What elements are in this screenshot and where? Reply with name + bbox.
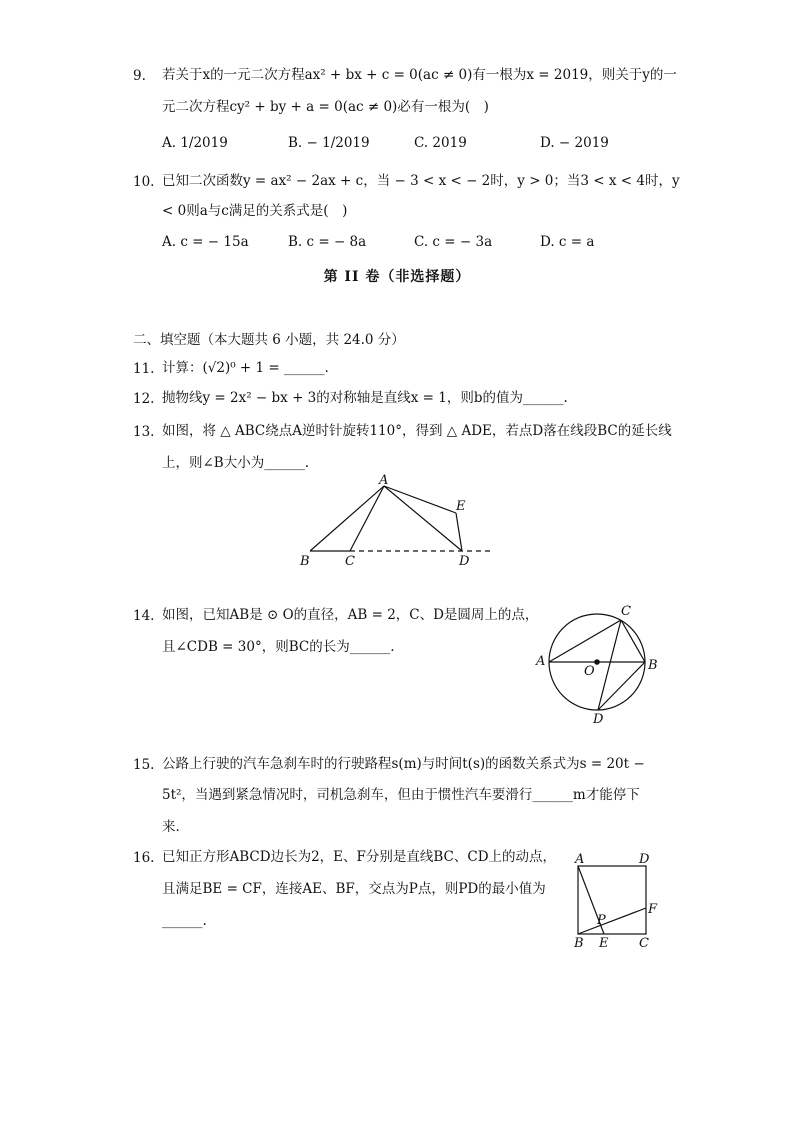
- question-number: 9.: [133, 68, 146, 84]
- question-text-line: 如图，已知AB是 ⊙ O的直径，AB = 2，C、D是圆周上的点，: [162, 607, 539, 623]
- label-a: A: [379, 473, 389, 488]
- question-text-line: 已知正方形ABCD边长为2，E、F分别是直线BC、CD上的动点，: [162, 849, 557, 865]
- label-c: C: [345, 554, 355, 569]
- label-a: A: [575, 852, 585, 867]
- label-d: D: [593, 712, 604, 726]
- question-number: 16.: [133, 850, 155, 866]
- label-e: E: [456, 499, 466, 514]
- label-b: B: [574, 936, 584, 951]
- option-d: D. − 2019: [540, 135, 609, 151]
- question-number: 15.: [133, 757, 155, 773]
- rotation-triangle-figure: [290, 470, 500, 570]
- question-text-line: 若关于x的一元二次方程ax² + bx + c = 0(ac ≠ 0)有一根为x = 2019，则关于y的一: [162, 67, 677, 83]
- square-figure: [568, 850, 668, 952]
- label-d: D: [639, 852, 650, 867]
- question-text-line: 且满足BE = CF，连接AE、BF，交点为P点，则PD的最小值为: [162, 881, 546, 897]
- option-b: B. c = − 8a: [288, 234, 367, 250]
- label-e: E: [599, 936, 609, 951]
- question-number: 14.: [133, 608, 155, 624]
- question-text-line: 5t²，当遇到紧急情况时，司机急刹车，但由于惯性汽车要滑行______m才能停下: [162, 787, 640, 803]
- circle-figure: [530, 598, 666, 726]
- question-text-line: ______.: [162, 913, 207, 929]
- question-text-line: 来.: [162, 819, 180, 835]
- question-text-line: 元二次方程cy² + by + a = 0(ac ≠ 0)必有一根为( ): [162, 99, 489, 115]
- option-a: A. c = − 15a: [162, 234, 249, 250]
- section-heading: 二、填空题（本大题共 6 小题，共 24.0 分）: [133, 332, 405, 348]
- question-text-line: < 0则a与c满足的关系式是( ): [162, 203, 348, 219]
- label-p: P: [597, 913, 606, 928]
- question-text-line: 抛物线y = 2x² − bx + 3的对称轴是直线x = 1，则b的值为______.: [162, 390, 568, 406]
- label-c: C: [639, 936, 649, 951]
- option-c: C. c = − 3a: [414, 234, 493, 250]
- label-d: D: [459, 554, 470, 569]
- question-number: 12.: [133, 391, 155, 407]
- question-text-line: 且∠CDB = 30°，则BC的长为______.: [162, 639, 395, 655]
- label-o: O: [584, 664, 595, 679]
- question-number: 10.: [133, 174, 155, 190]
- label-c: C: [621, 604, 631, 619]
- label-a: A: [536, 654, 546, 669]
- option-d: D. c = a: [540, 234, 595, 250]
- label-b: B: [648, 658, 658, 673]
- label-f: F: [648, 902, 658, 917]
- question-text-line: 公路上行驶的汽车急刹车时的行驶路程s(m)与时间t(s)的函数关系式为s = 20t −: [162, 756, 645, 772]
- option-a: A. 1/2019: [162, 135, 228, 151]
- question-number: 11.: [133, 361, 155, 377]
- question-text-line: 如图，将 △ ABC绕点A逆时针旋转110°，得到 △ ADE，若点D落在线段BC的延长线: [162, 423, 672, 439]
- question-text-line: 上，则∠B大小为______.: [162, 455, 310, 471]
- question-text-line: 已知二次函数y = ax² − 2ax + c，当 − 3 < x < − 2时，y > 0；当3 < x < 4时，y: [162, 173, 680, 189]
- part-title: 第 II 卷（非选择题）: [323, 269, 471, 285]
- label-b: B: [300, 554, 310, 569]
- option-c: C. 2019: [414, 135, 467, 151]
- option-b: B. − 1/2019: [288, 135, 370, 151]
- question-number: 13.: [133, 424, 155, 440]
- question-text-line: 计算：(√2)⁰ + 1 = ______.: [162, 360, 329, 376]
